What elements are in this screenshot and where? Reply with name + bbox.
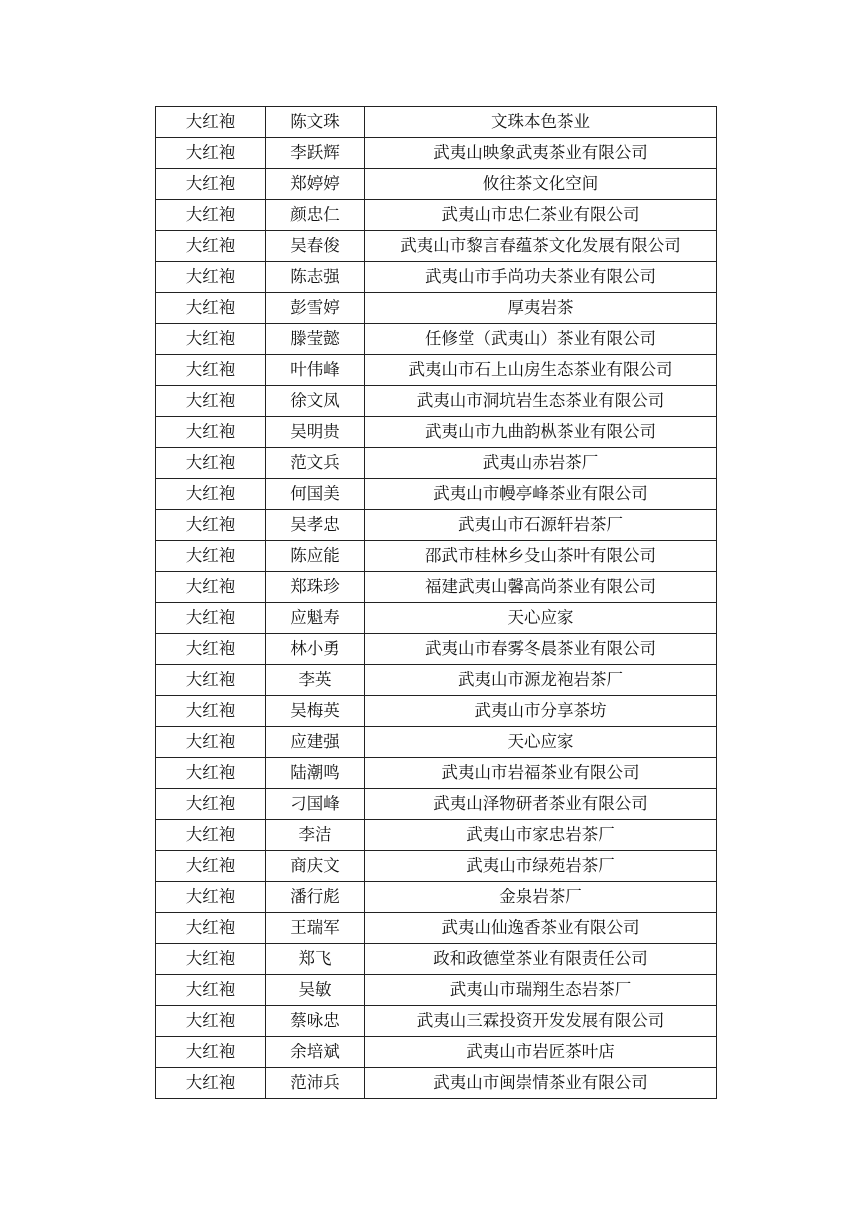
- person-name-cell: 吴孝忠: [266, 510, 365, 541]
- person-name-cell: 吴明贵: [266, 417, 365, 448]
- table-row: [156, 665, 717, 696]
- tea-variety-cell: 大红袍: [156, 107, 266, 138]
- table-row: [156, 355, 717, 386]
- person-name-cell: 蔡咏忠: [266, 1006, 365, 1037]
- company-cell: 武夷山市石源轩岩茶厂: [365, 510, 717, 541]
- table-row: [156, 1068, 717, 1099]
- person-name-cell: 余培斌: [266, 1037, 365, 1068]
- person-name-cell: 郑婷婷: [266, 169, 365, 200]
- company-cell: 任修堂（武夷山）茶业有限公司: [365, 324, 717, 355]
- tea-variety-cell: 大红袍: [156, 169, 266, 200]
- person-name-cell: 滕莹懿: [266, 324, 365, 355]
- company-cell: 武夷山市幔亭峰茶业有限公司: [365, 479, 717, 510]
- tea-variety-cell: 大红袍: [156, 634, 266, 665]
- company-cell: 武夷山市洞坑岩生态茶业有限公司: [365, 386, 717, 417]
- tea-variety-cell: 大红袍: [156, 324, 266, 355]
- person-name-cell: 颜忠仁: [266, 200, 365, 231]
- tea-variety-cell: 大红袍: [156, 510, 266, 541]
- tea-variety-cell: 大红袍: [156, 355, 266, 386]
- table-row: [156, 727, 717, 758]
- company-cell: 厚夷岩茶: [365, 293, 717, 324]
- company-cell: 天心应家: [365, 603, 717, 634]
- tea-variety-cell: 大红袍: [156, 479, 266, 510]
- table-row: [156, 1006, 717, 1037]
- company-cell: 天心应家: [365, 727, 717, 758]
- person-name-cell: 李英: [266, 665, 365, 696]
- tea-variety-cell: 大红袍: [156, 231, 266, 262]
- tea-variety-cell: 大红袍: [156, 448, 266, 479]
- company-cell: 武夷山市岩匠茶叶店: [365, 1037, 717, 1068]
- table-row: [156, 448, 717, 479]
- tea-variety-cell: 大红袍: [156, 1068, 266, 1099]
- table-row: [156, 386, 717, 417]
- company-cell: 武夷山仙逸香茶业有限公司: [365, 913, 717, 944]
- table-row: [156, 882, 717, 913]
- table-row: [156, 541, 717, 572]
- company-cell: 武夷山三霖投资开发发展有限公司: [365, 1006, 717, 1037]
- company-cell: 政和政德堂茶业有限责任公司: [365, 944, 717, 975]
- company-cell: 邵武市桂林乡殳山茶叶有限公司: [365, 541, 717, 572]
- person-name-cell: 叶伟峰: [266, 355, 365, 386]
- table-row: [156, 696, 717, 727]
- company-cell: 福建武夷山馨高尚茶业有限公司: [365, 572, 717, 603]
- tea-variety-cell: 大红袍: [156, 665, 266, 696]
- person-name-cell: 林小勇: [266, 634, 365, 665]
- person-name-cell: 陆潮鸣: [266, 758, 365, 789]
- person-name-cell: 陈文珠: [266, 107, 365, 138]
- person-name-cell: 李洁: [266, 820, 365, 851]
- table-row: [156, 417, 717, 448]
- table-row: [156, 479, 717, 510]
- person-name-cell: 应建强: [266, 727, 365, 758]
- person-name-cell: 陈应能: [266, 541, 365, 572]
- table-row: [156, 510, 717, 541]
- table-row: [156, 975, 717, 1006]
- table-row: [156, 107, 717, 138]
- table-row: [156, 1037, 717, 1068]
- person-name-cell: 范文兵: [266, 448, 365, 479]
- company-cell: 武夷山市源龙袍岩茶厂: [365, 665, 717, 696]
- participant-table: [155, 106, 717, 1099]
- tea-variety-cell: 大红袍: [156, 1037, 266, 1068]
- tea-variety-cell: 大红袍: [156, 789, 266, 820]
- company-cell: 武夷山市岩福茶业有限公司: [365, 758, 717, 789]
- company-cell: 武夷山市家忠岩茶厂: [365, 820, 717, 851]
- tea-variety-cell: 大红袍: [156, 758, 266, 789]
- tea-variety-cell: 大红袍: [156, 727, 266, 758]
- company-cell: 金泉岩茶厂: [365, 882, 717, 913]
- tea-variety-cell: 大红袍: [156, 572, 266, 603]
- company-cell: 武夷山市春雾冬晨茶业有限公司: [365, 634, 717, 665]
- table-row: [156, 789, 717, 820]
- company-cell: 武夷山市石上山房生态茶业有限公司: [365, 355, 717, 386]
- tea-variety-cell: 大红袍: [156, 1006, 266, 1037]
- table-row: [156, 138, 717, 169]
- person-name-cell: 彭雪婷: [266, 293, 365, 324]
- table-row: [156, 758, 717, 789]
- tea-variety-cell: 大红袍: [156, 975, 266, 1006]
- person-name-cell: 吴敏: [266, 975, 365, 1006]
- table-row: [156, 293, 717, 324]
- person-name-cell: 范沛兵: [266, 1068, 365, 1099]
- tea-variety-cell: 大红袍: [156, 386, 266, 417]
- person-name-cell: 陈志强: [266, 262, 365, 293]
- table-row: [156, 169, 717, 200]
- tea-variety-cell: 大红袍: [156, 262, 266, 293]
- company-cell: 武夷山市手尚功夫茶业有限公司: [365, 262, 717, 293]
- person-name-cell: 潘行彪: [266, 882, 365, 913]
- table-body: [156, 107, 717, 1099]
- person-name-cell: 刁国峰: [266, 789, 365, 820]
- company-cell: 武夷山市忠仁茶业有限公司: [365, 200, 717, 231]
- tea-variety-cell: 大红袍: [156, 944, 266, 975]
- table-row: [156, 262, 717, 293]
- tea-variety-cell: 大红袍: [156, 820, 266, 851]
- person-name-cell: 吴春俊: [266, 231, 365, 262]
- person-name-cell: 郑珠珍: [266, 572, 365, 603]
- tea-variety-cell: 大红袍: [156, 417, 266, 448]
- table-row: [156, 324, 717, 355]
- company-cell: 武夷山市九曲韵枞茶业有限公司: [365, 417, 717, 448]
- tea-variety-cell: 大红袍: [156, 138, 266, 169]
- table-row: [156, 944, 717, 975]
- table-row: [156, 820, 717, 851]
- table-row: [156, 200, 717, 231]
- company-cell: 攸往茶文化空间: [365, 169, 717, 200]
- tea-variety-cell: 大红袍: [156, 603, 266, 634]
- tea-variety-cell: 大红袍: [156, 696, 266, 727]
- table-row: [156, 634, 717, 665]
- person-name-cell: 商庆文: [266, 851, 365, 882]
- company-cell: 武夷山市分享茶坊: [365, 696, 717, 727]
- tea-variety-cell: 大红袍: [156, 913, 266, 944]
- table-row: [156, 913, 717, 944]
- tea-variety-cell: 大红袍: [156, 882, 266, 913]
- tea-variety-cell: 大红袍: [156, 851, 266, 882]
- company-cell: 武夷山市瑞翔生态岩茶厂: [365, 975, 717, 1006]
- company-cell: 武夷山泽物研者茶业有限公司: [365, 789, 717, 820]
- tea-variety-cell: 大红袍: [156, 293, 266, 324]
- person-name-cell: 何国美: [266, 479, 365, 510]
- table-row: [156, 231, 717, 262]
- person-name-cell: 李跃辉: [266, 138, 365, 169]
- person-name-cell: 郑飞: [266, 944, 365, 975]
- tea-variety-cell: 大红袍: [156, 200, 266, 231]
- person-name-cell: 应魁寿: [266, 603, 365, 634]
- company-cell: 武夷山市黎言春蕴茶文化发展有限公司: [365, 231, 717, 262]
- table-row: [156, 603, 717, 634]
- person-name-cell: 吴梅英: [266, 696, 365, 727]
- table-row: [156, 851, 717, 882]
- company-cell: 文珠本色茶业: [365, 107, 717, 138]
- table-row: [156, 572, 717, 603]
- company-cell: 武夷山市闽崇情茶业有限公司: [365, 1068, 717, 1099]
- company-cell: 武夷山市绿苑岩茶厂: [365, 851, 717, 882]
- company-cell: 武夷山赤岩茶厂: [365, 448, 717, 479]
- person-name-cell: 徐文凤: [266, 386, 365, 417]
- person-name-cell: 王瑞军: [266, 913, 365, 944]
- tea-variety-cell: 大红袍: [156, 541, 266, 572]
- company-cell: 武夷山映象武夷茶业有限公司: [365, 138, 717, 169]
